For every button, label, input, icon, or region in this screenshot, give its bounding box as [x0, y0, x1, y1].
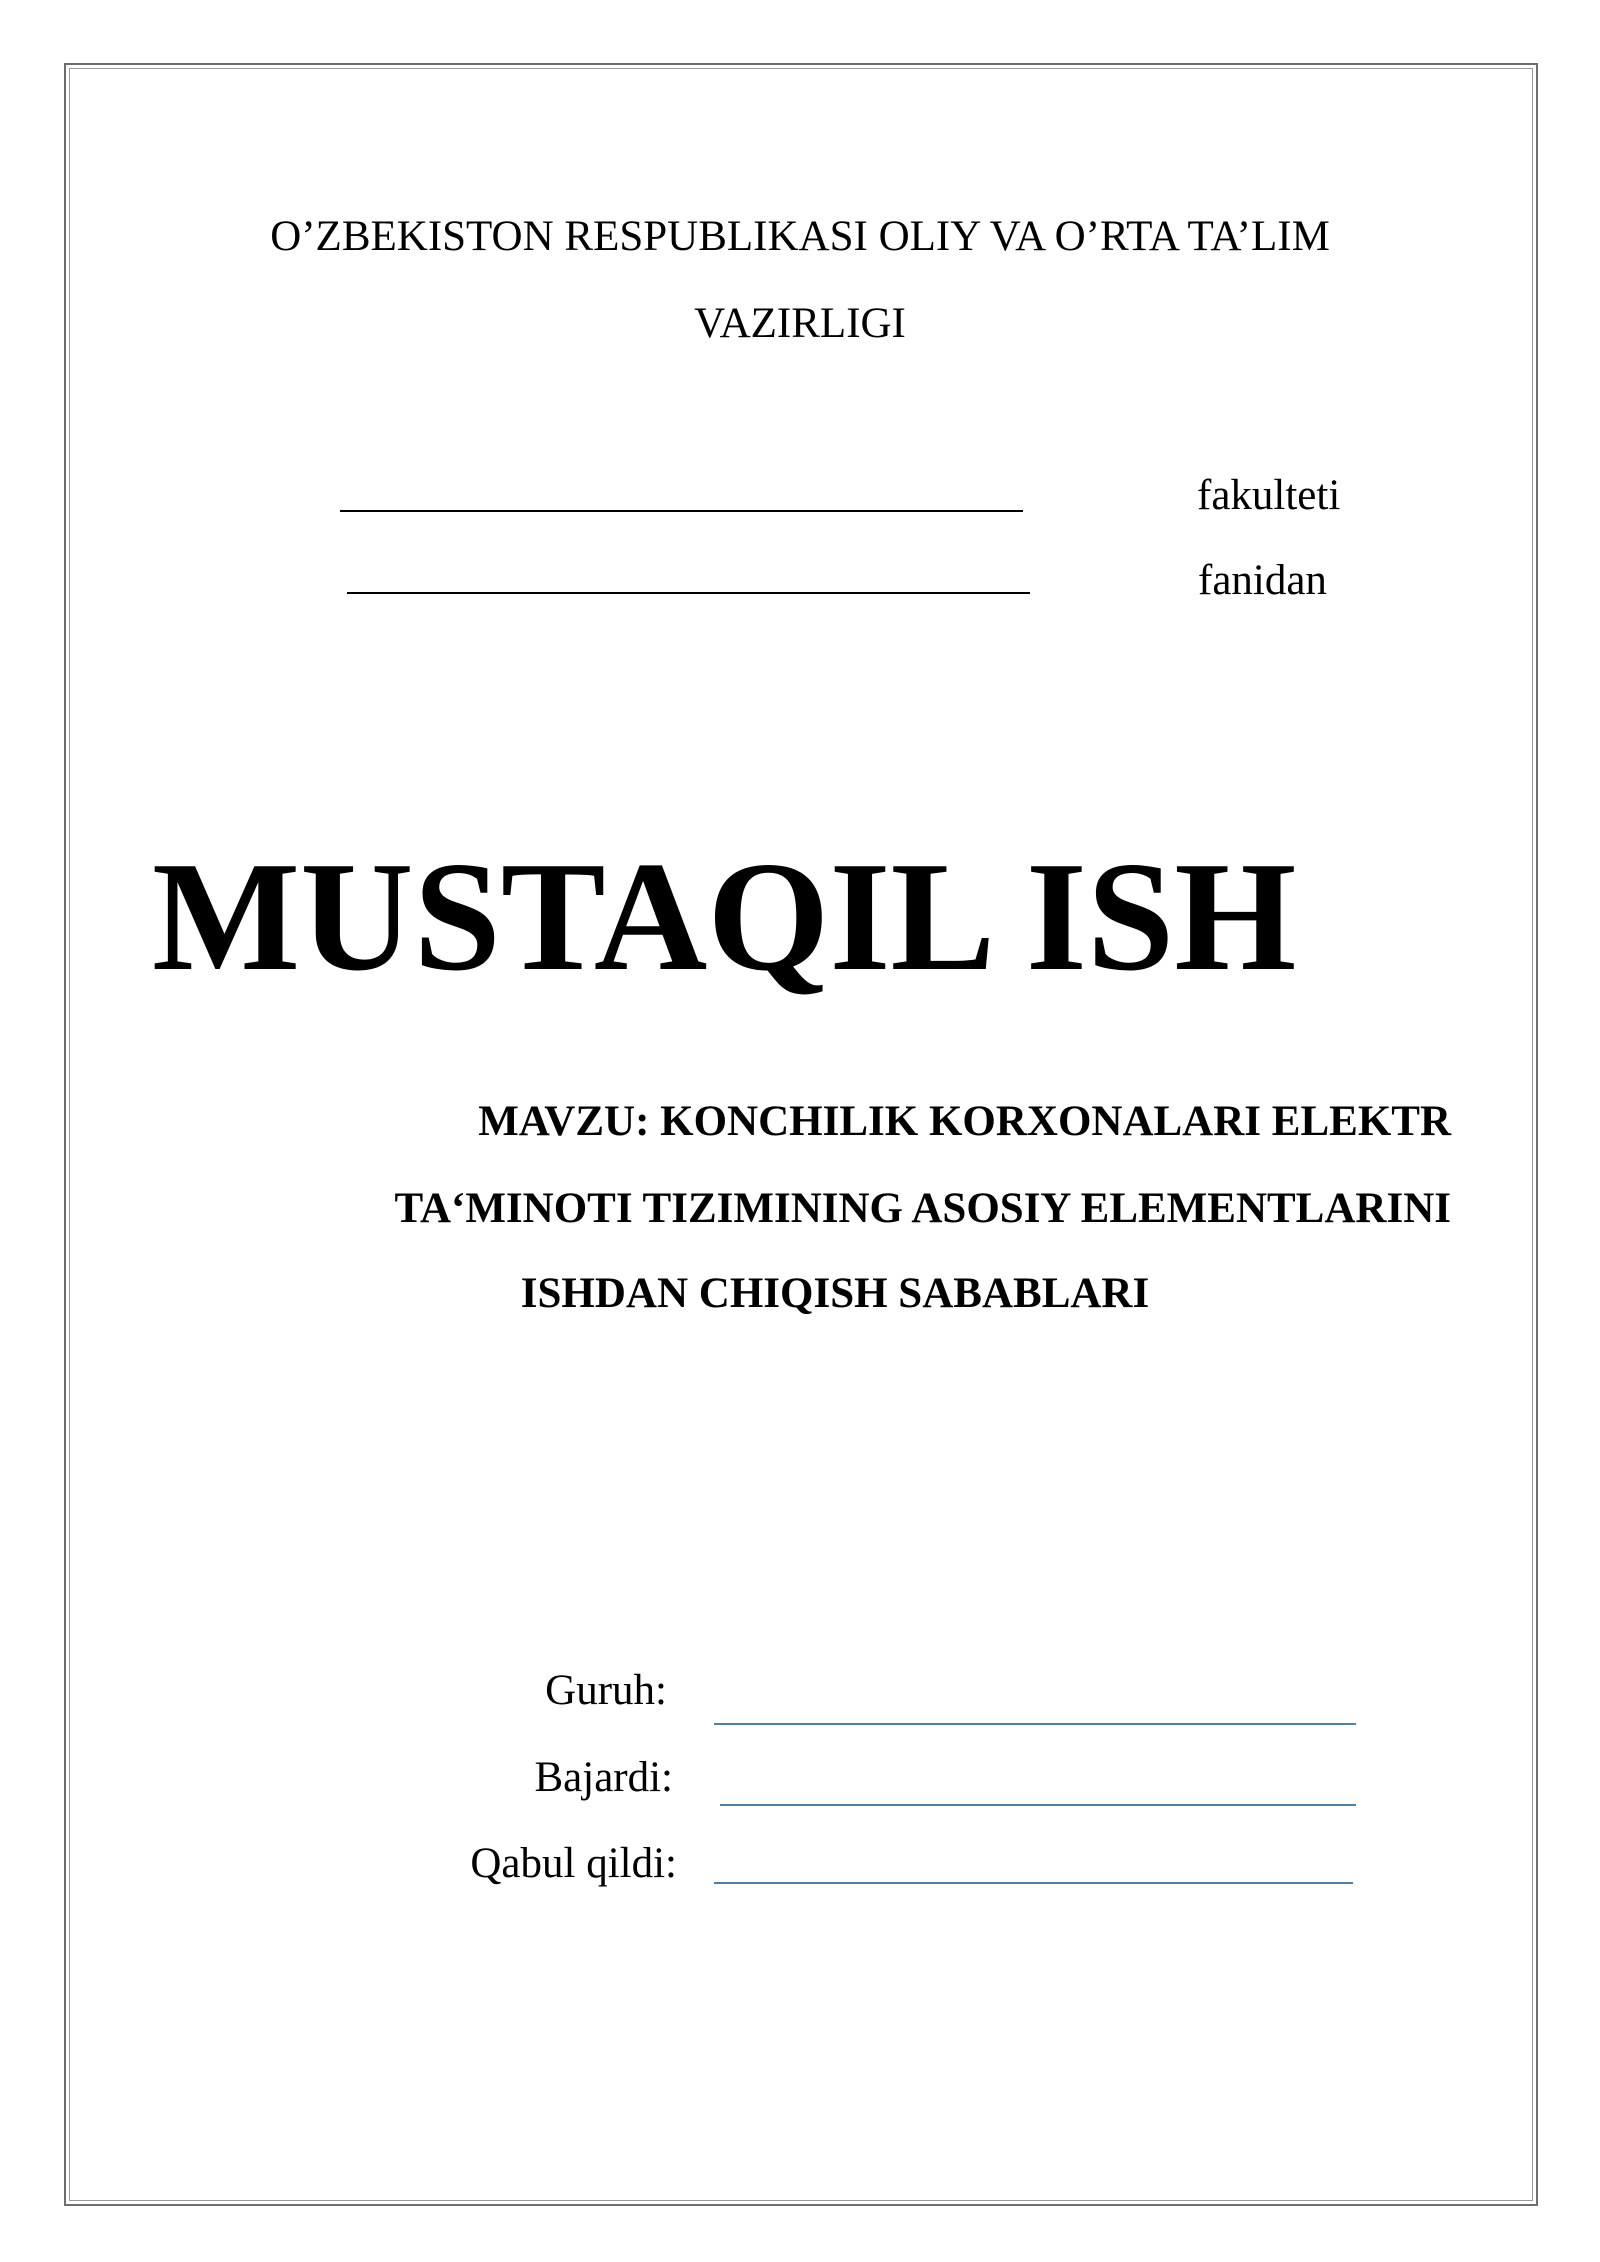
faculty-label: fakulteti [1197, 472, 1341, 519]
ministry-title-line1: O’ZBEKISTON RESPUBLIKASI OLIY VA O’RTA TA’LIM [270, 213, 1330, 260]
faculty-blank-line [340, 510, 1023, 512]
subject-label: fanidan [1198, 557, 1327, 604]
accepted-by-signature-line [714, 1882, 1353, 1884]
performed-by-label: Bajardi: [534, 1754, 673, 1801]
topic-line2: TA‘MINOTI TIZIMINING ASOSIY ELEMENTLARINI [394, 1185, 1451, 1232]
performed-by-signature-line [720, 1804, 1356, 1806]
accepted-by-label: Qabul qildi: [470, 1840, 677, 1887]
topic-line3: ISHDAN CHIQISH SABABLARI [520, 1270, 1150, 1317]
subject-blank-line [347, 592, 1030, 594]
document-title: MUSTAQIL ISH [152, 829, 1297, 1003]
ministry-title-line2: VAZIRLIGI [694, 300, 906, 347]
group-label: Guruh: [545, 1667, 667, 1714]
topic-line1: MAVZU: KONCHILIK KORXONALARI ELEKTR [478, 1098, 1451, 1145]
group-signature-line [714, 1723, 1356, 1725]
